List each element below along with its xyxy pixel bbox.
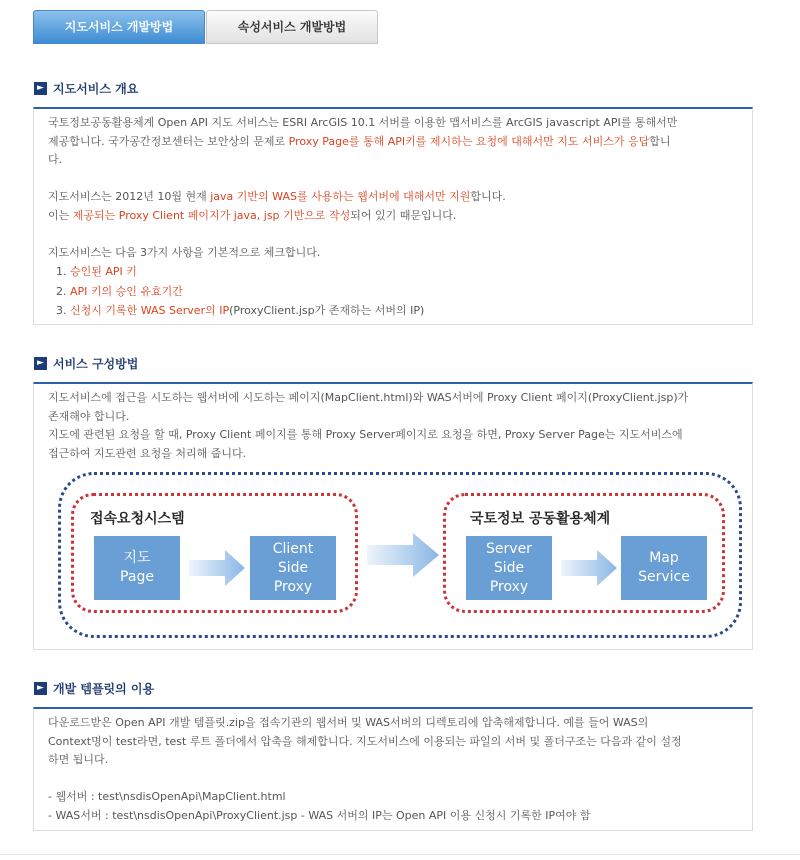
path-line: - WAS서버 : test\nsdisOpenApi\ProxyClient.jsp - WAS 서버의 IP는 Open API 이용 신청시 기록한 IP여야 함 [48, 808, 591, 822]
template-box [33, 707, 753, 831]
highlight-text: API 키의 승인 유효기간 [70, 284, 183, 298]
client-side-proxy-box: Client Side Proxy [250, 536, 336, 600]
chevron-right-icon: ► [34, 357, 47, 370]
path-line: - 웹서버 : test\nsdisOpenApi\MapClient.html [48, 790, 286, 803]
paragraph-line: Context명이 test라면, test 루트 폴더에서 압축을 해제합니다. 지도서비스에 이용되는 파일의 서버 및 폴더구조는 다음과 같이 설정 [48, 734, 682, 748]
tab-bar [33, 10, 378, 44]
server-side-proxy-box: Server Side Proxy [466, 536, 552, 600]
text-span: 제공합니다. 국가공간정보센터는 보안상의 문제로 [48, 134, 289, 148]
section-header-overview [34, 80, 138, 96]
paragraph-line: 존재해야 합니다. [48, 409, 130, 423]
highlight-text: 신청시 기록한 WAS Server의 IP [70, 304, 230, 317]
divider [0, 854, 800, 860]
text-span: 국토정보공동활용체계 Open API 지도 서비스는 ESRI ArcGIS 10.1 서버를 이용한 맵서비스를 ArcGIS javascript API를 통해서만 [48, 116, 678, 129]
paragraph [48, 188, 738, 207]
national-system-group [443, 493, 725, 613]
paragraph [48, 133, 738, 152]
tab-map-service[interactable]: 지도서비스 개발방법 [33, 10, 205, 44]
list-item [70, 262, 738, 282]
text-span: 합니다. [470, 190, 506, 203]
section-title: 지도서비스 개요 [53, 81, 139, 96]
section-header-template [34, 680, 154, 696]
map-service-box: Map Service [621, 536, 707, 600]
check-list [70, 262, 738, 321]
paragraph [48, 114, 738, 133]
paragraph-line: 지도에 관련된 요청을 할 때, Proxy Client 페이지를 통해 Proxy Server페이지로 요청을 하면, Proxy Server Page는 지도서비스에 [48, 428, 683, 441]
tab-attribute-service[interactable]: 속성서비스 개발방법 [206, 10, 378, 44]
national-system-title: 국토정보 공동활용체계 [470, 511, 611, 527]
section-header-composition [34, 355, 138, 371]
chevron-right-icon: ► [34, 682, 47, 695]
architecture-diagram [58, 472, 742, 638]
map-page-box: 지도 Page [94, 536, 180, 600]
paragraph-line: 다운로드받은 Open API 개발 템플릿.zip을 접속기관의 웹서버 및 WAS서버의 디렉토리에 압축해제합니다. 예를 들어 WAS의 [48, 716, 649, 729]
text-span: 합니 [649, 134, 671, 148]
list-item [70, 301, 738, 321]
list-item [70, 282, 738, 302]
paragraph: 지도서비스는 다음 3가지 사항을 기본적으로 체크합니다. [48, 245, 321, 259]
text-span: 지도서비스는 2012년 10월 현재 [48, 190, 211, 203]
paragraph-line: 접근하여 지도관련 요청을 처리해 줍니다. [48, 446, 247, 460]
arrow-right-icon [189, 550, 245, 586]
arrow-right-icon [367, 533, 439, 577]
text-span: 이는 [48, 208, 73, 222]
highlight-text: Proxy Page를 통해 API키를 제시하는 요청에 대해서만 지도 서비스가 응답 [288, 134, 650, 148]
overview-box [33, 107, 753, 325]
paragraph [48, 207, 738, 226]
client-system-title: 접속요청시스템 [90, 511, 185, 527]
arrow-right-icon [561, 550, 617, 586]
chevron-right-icon: ► [34, 82, 47, 95]
highlight-text: 제공되는 Proxy Client 페이지가 java, jsp 기반으로 작성 [72, 208, 351, 222]
section-title: 서비스 구성방법 [53, 356, 139, 371]
paragraph-line: 지도서비스에 접근을 시도하는 웹서버에 시도하는 페이지(MapClient.html)와 WAS서버에 Proxy Client 페이지(ProxyClient.jsp)가 [48, 391, 689, 404]
paragraph-line: 하면 됩니다. [48, 753, 109, 766]
text-span: 되어 있기 때문입니다. [350, 208, 457, 222]
paragraph: 다. [48, 153, 63, 166]
client-system-group [71, 493, 358, 613]
highlight-text: java 기반의 WAS를 사용하는 웹서버에 대해서만 지원 [210, 190, 471, 203]
highlight-text: 승인된 API 키 [70, 265, 137, 278]
text-span: (ProxyClient.jsp가 존재하는 서버의 IP) [229, 304, 425, 317]
section-title: 개발 템플릿의 이용 [53, 681, 155, 696]
